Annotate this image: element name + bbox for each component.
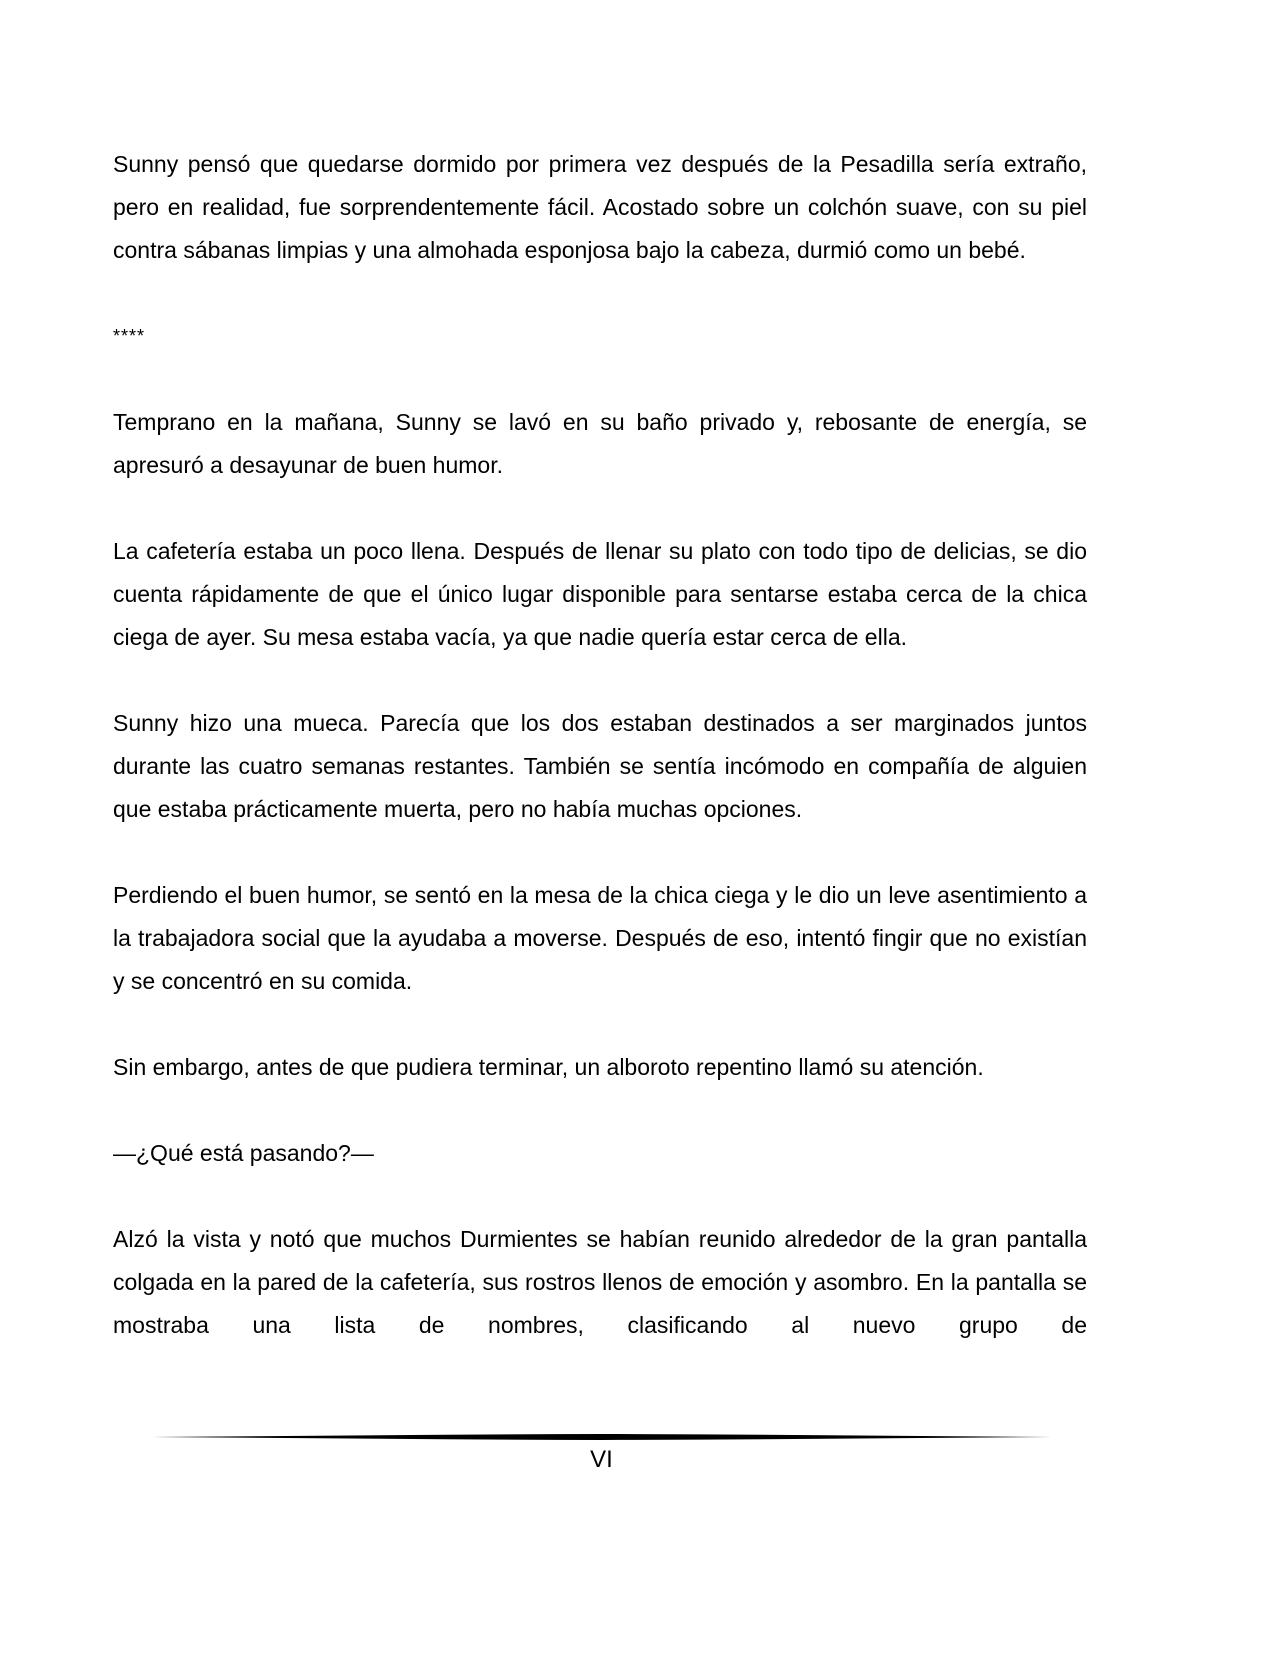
paragraph-3: La cafetería estaba un poco llena. Después de llenar su plato con todo tipo de delicias, se dio cuenta rápidamente de que el único lugar disponible para sentarse estaba cerca de la chica ciega de ayer. Su mesa estaba vacía, ya que nadie quería estar cerca de ella.	[113, 538, 1087, 650]
paragraph-5: Perdiendo el buen humor, se sentó en la mesa de la chica ciega y le dio un leve asentimiento a la trabajadora social que la ayudaba a moverse. Después de eso, intentó fingir que no existían y se concentró en su comida.	[113, 882, 1087, 994]
page-number: VI	[590, 1446, 613, 1473]
paragraph-2: Temprano en la mañana, Sunny se lavó en su baño privado y, rebosante de energía, se apresuró a desayunar de buen humor.	[113, 409, 1087, 478]
paragraph-4: Sunny hizo una mueca. Parecía que los dos estaban destinados a ser marginados juntos durante las cuatro semanas restantes. También se sentía incómodo en compañía de alguien que estaba prácticamente muerta, pero no había muchas opciones.	[113, 710, 1087, 822]
footer-divider	[152, 1431, 1052, 1443]
page-body	[113, 143, 1087, 1347]
paragraph-7: Alzó la vista y notó que muchos Durmientes se habían reunido alrededor de la gran pantalla colgada en la pared de la cafetería, sus rostros llenos de emoción y asombro. En la pantalla se mostraba una lista de nombres, clasificando al nuevo grupo de	[113, 1226, 1087, 1338]
scene-separator: ****	[113, 326, 146, 346]
paragraph-6: Sin embargo, antes de que pudiera terminar, un alboroto repentino llamó su atención.	[113, 1054, 984, 1080]
dialogue-line: —¿Qué está pasando?—	[113, 1140, 374, 1166]
paragraph-1: Sunny pensó que quedarse dormido por primera vez después de la Pesadilla sería extraño, pero en realidad, fue sorprendentemente fácil. Acostado sobre un colchón suave, con su piel contra sábanas limpias y una almohada esponjosa bajo la cabeza, durmió como un bebé.	[113, 151, 1087, 263]
